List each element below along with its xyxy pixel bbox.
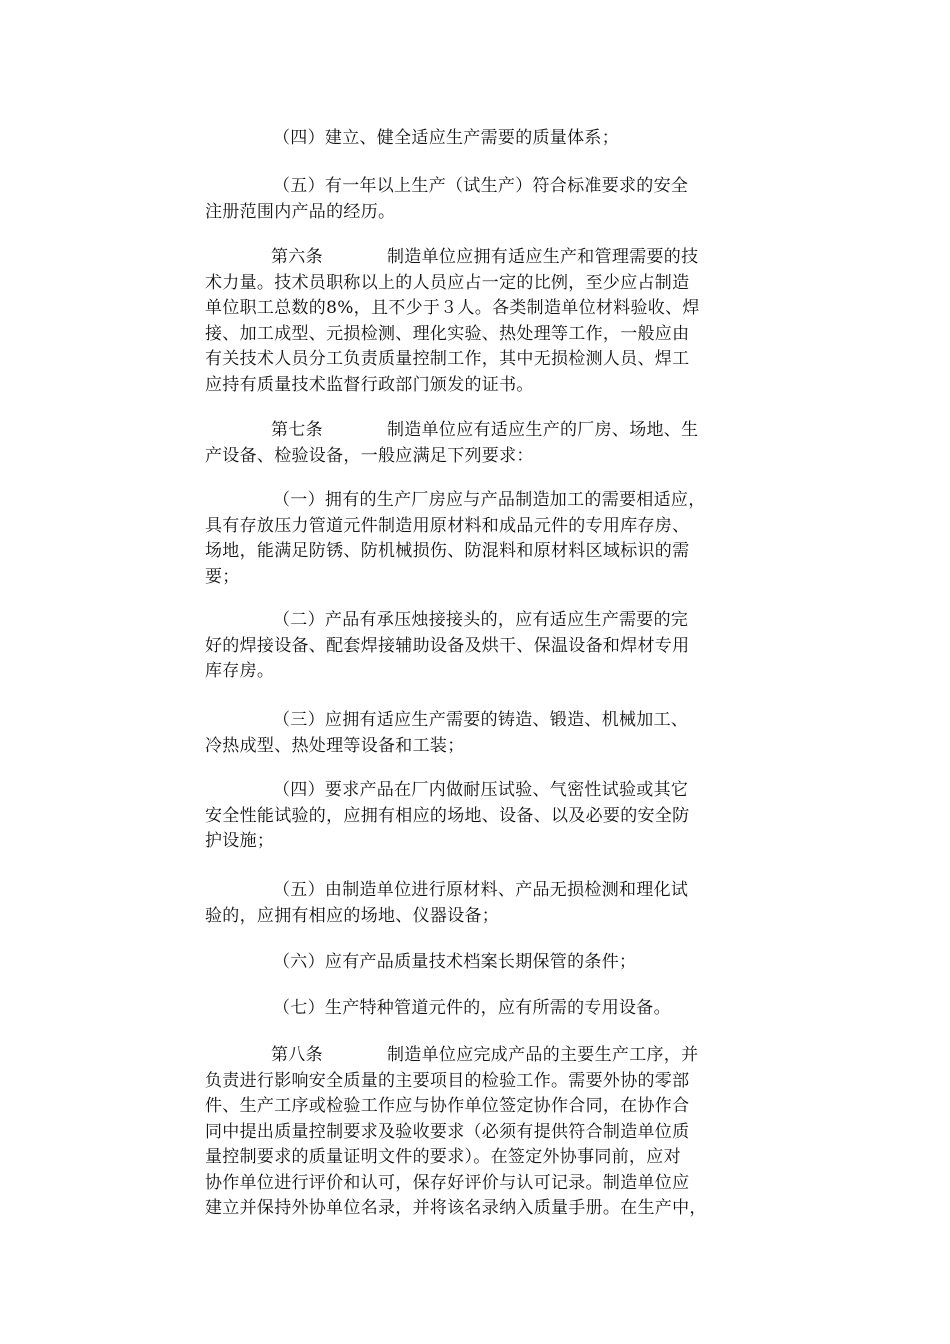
- text-line: 制造单位应有适应生产的厂房、场地、生: [387, 420, 699, 440]
- text-line: 好的焊接设备、配套焊接辅助设备及烘干、保温设备和焊材专用: [205, 635, 690, 656]
- article-6: [205, 245, 747, 398]
- text-line: 应持有质量技术监督行政部门颁发的证书。: [205, 374, 534, 395]
- article-7: [205, 418, 747, 469]
- article-8-label: 第八条: [271, 1045, 323, 1065]
- text-line: 接、加工成型、元损检测、理化实验、热处理等工作，一般应由: [205, 323, 690, 344]
- text-line: （三）应拥有适应生产需要的铸造、锻造、机械加工、: [273, 710, 689, 730]
- text-line: 产设备、检验设备，一般应满足下列要求：: [205, 445, 534, 466]
- text-line: 注册范围内产品的经历。: [205, 201, 396, 222]
- text-line: （七）生产特种管道元件的，应有所需的专用设备。: [273, 998, 671, 1018]
- text-line: 安全性能试验的，应拥有相应的场地、设备、以及必要的安全防: [205, 805, 690, 826]
- text-line: （五）有一年以上生产（试生产）符合标准要求的安全: [273, 176, 689, 196]
- article-6-label: 第六条: [271, 247, 323, 267]
- text-line: 有关技术人员分工负责质量控制工作，其中无损检测人员、焊工: [205, 349, 690, 369]
- text-line: （五）由制造单位进行原材料、产品无损检测和理化试: [273, 880, 689, 900]
- text-line: 建立并保持外协单位名录，并将该名录纳入质量手册。在生产中，: [205, 1198, 707, 1218]
- text-line: 同中提出质量控制要求及验收要求（必须有提供符合制造单位质: [205, 1121, 690, 1142]
- text-line: 单位职工总数的8%，且不少于３人。各类制造单位材料验收、焊: [205, 298, 700, 318]
- text-line: 负责进行影响安全质量的主要项目的检验工作。需要外协的零部: [205, 1070, 690, 1091]
- text-line: 场地，能满足防锈、防机械损伤、防混料和原材料区域标识的需: [205, 541, 690, 561]
- paragraph-production-experience: [205, 174, 747, 225]
- article-7-label: 第七条: [271, 420, 323, 440]
- text-line: 量控制要求的质量证明文件的要求）。在签定外协事同前，应对: [205, 1147, 681, 1167]
- text-line: 协作单位进行评价和认可，保存好评价与认可记录。制造单位应: [205, 1172, 690, 1193]
- text-line: （一）拥有的生产厂房应与产品制造加工的需要相适应，: [273, 490, 706, 510]
- article-8: [205, 1043, 747, 1222]
- article-7-item-6: [205, 950, 747, 976]
- text-line: 术力量。技术员职称以上的人员应占一定的比例，至少应占制造: [205, 272, 690, 293]
- article-7-item-5: [205, 878, 747, 929]
- article-7-item-2: [205, 608, 747, 685]
- text-line: 验的，应拥有相应的场地、仪器设备；: [205, 905, 500, 926]
- article-7-item-4: [205, 778, 747, 855]
- text-line: 制造单位应拥有适应生产和管理需要的技: [387, 247, 699, 267]
- article-7-item-7: [205, 996, 747, 1022]
- text-line: 护设施；: [205, 831, 275, 851]
- text-line: （六）应有产品质量技术档案长期保管的条件；: [273, 952, 637, 972]
- text-line: 冷热成型、热处理等设备和工装；: [205, 735, 465, 756]
- text-line: （四）建立、健全适应生产需要的质量体系；: [273, 128, 619, 148]
- paragraph-quality-system: [205, 126, 747, 152]
- text-line: 要；: [205, 566, 240, 587]
- text-line: 具有存放压力管道元件制造用原材料和成品元件的专用库存房、: [205, 515, 690, 536]
- article-7-item-1: [205, 488, 747, 590]
- text-line: （四）要求产品在厂内做耐压试验、气密性试验或其它: [273, 780, 689, 800]
- text-line: 库存房。: [205, 661, 275, 681]
- text-line: （二）产品有承压烛接接头的，应有适应生产需要的完: [273, 610, 689, 630]
- text-line: 制造单位应完成产品的主要生产工序，并: [387, 1045, 699, 1065]
- text-line: 件、生产工序或检验工作应与协作单位签定协作合同，在协作合: [205, 1096, 690, 1116]
- article-7-item-3: [205, 708, 747, 759]
